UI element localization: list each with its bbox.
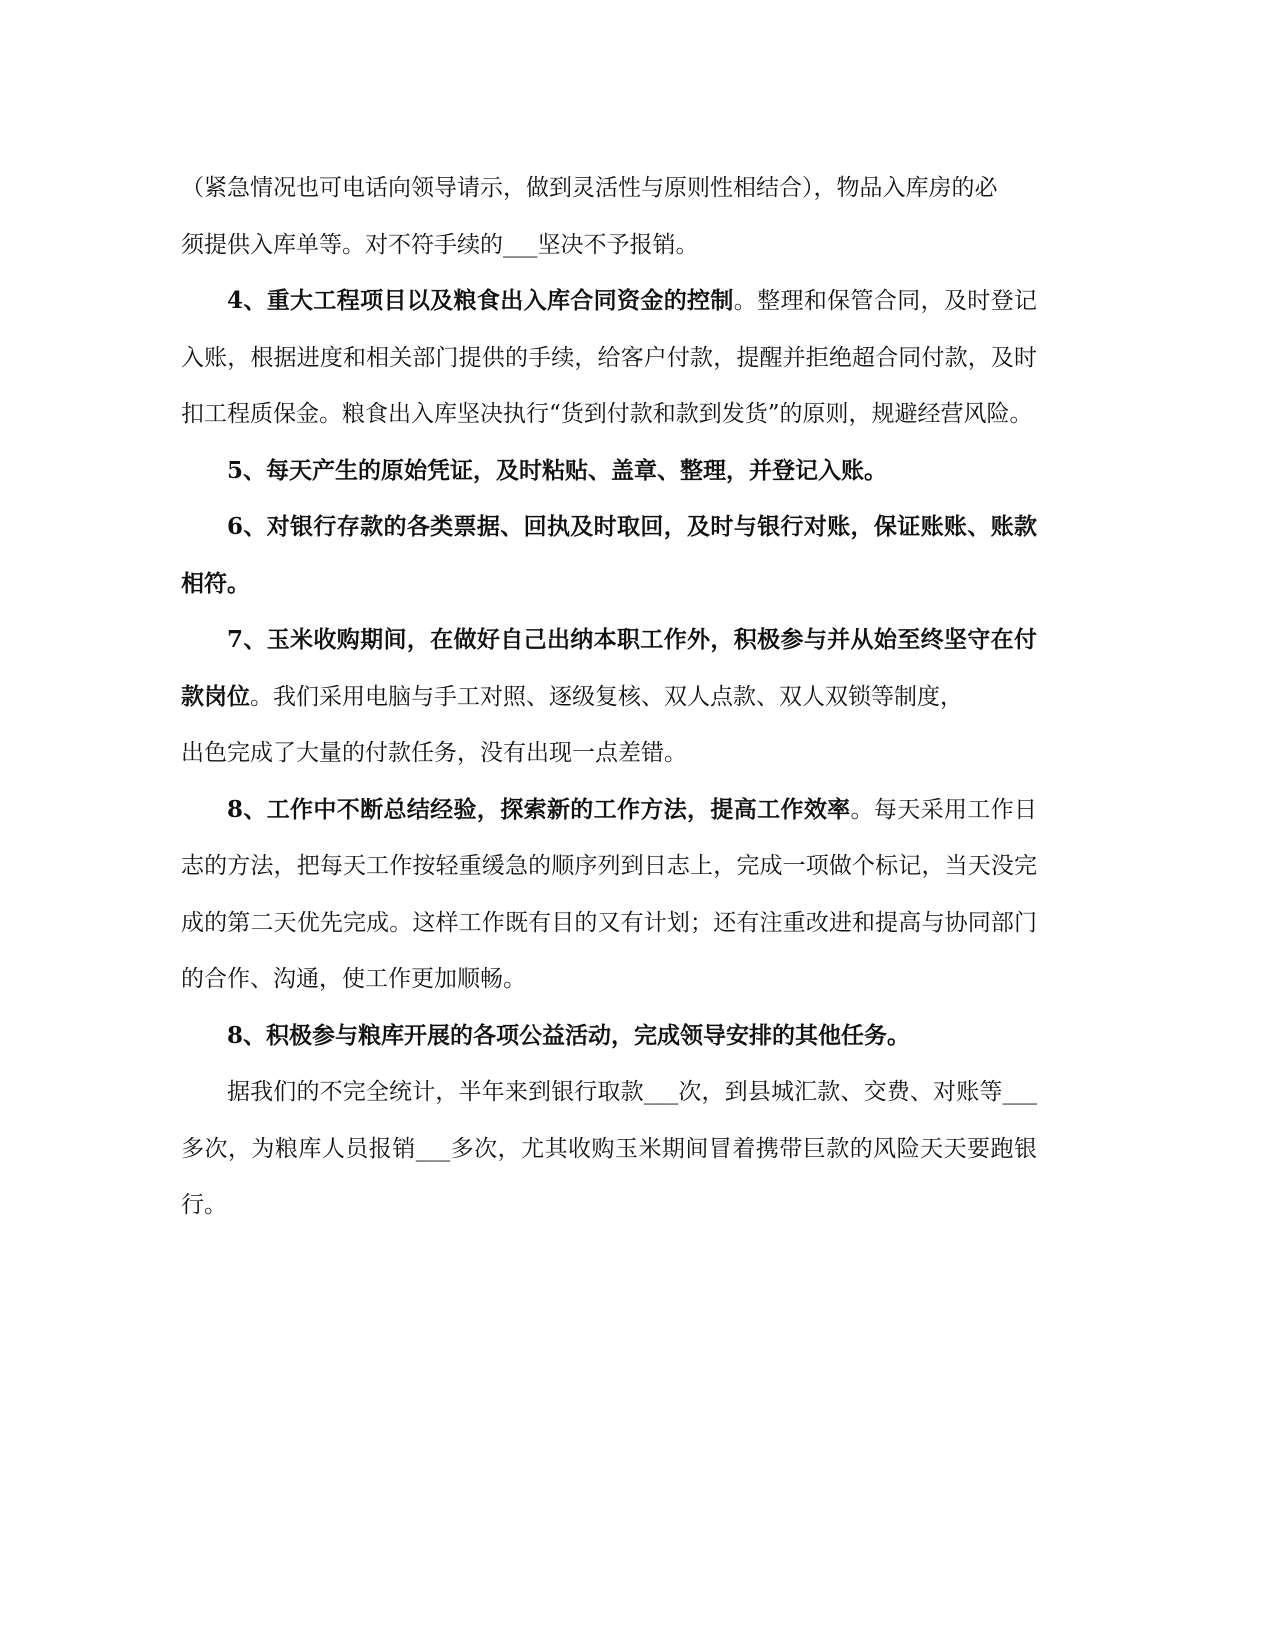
item-body-line: 出色完成了大量的付款任务，没有出现一点差错。 xyxy=(181,740,687,766)
paragraph-item-8b xyxy=(181,1008,1037,1065)
paragraph-item-7 xyxy=(181,612,1037,782)
item-heading: 8、积极参与粮库开展的各项公益活动，完成领导安排的其他任务。 xyxy=(227,1021,911,1049)
paragraph-item-5 xyxy=(181,443,1037,500)
item-heading: 4、重大工程项目以及粮食出入库合同资金的控制 xyxy=(227,287,734,314)
item-heading: 6、对银行存款的各类票据、回执及时取回，及时与银行对账，保证账账、账款相符。 xyxy=(181,513,1037,597)
item-heading: 8、工作中不断总结经验，探索新的工作方法，提高工作效率 xyxy=(227,795,851,823)
paragraph-line: （紧急情况也可电话向领导请示，做到灵活性与原则性相结合），物品入库房的必 xyxy=(181,175,998,201)
item-body: 。每天采用工作日志的方法，把每天工作按轻重缓急的顺序列到日志上，完成一项做个标记，当天没完成的第二天优先完成。这样工作既有目的又有计划；还有注重改进和提高与协同部门的合作、沟通，使工作更加顺畅。 xyxy=(181,796,1037,992)
item-heading: 5、每天产生的原始凭证，及时粘贴、盖章、整理，并登记入账。 xyxy=(227,456,888,484)
paragraph-continuation xyxy=(181,160,1037,273)
item-body: 。我们采用电脑与手工对照、逐级复核、双人点款、双人双锁等制度， xyxy=(250,683,963,710)
paragraph-item-8 xyxy=(181,782,1037,1008)
paragraph-summary xyxy=(181,1064,1037,1234)
paragraph-item-4 xyxy=(181,273,1037,443)
summary-text: 据我们的不完全统计，半年来到银行取款___次，到县城汇款、交费、对账等___多次，为粮库人员报销___多次，尤其收购玉米期间冒着携带巨款的风险天天要跑银行。 xyxy=(181,1079,1037,1218)
item-heading: 7、玉米收购期间，在做好自己出纳本职工作外，积极参与并从始至终坚守在付款岗位 xyxy=(181,626,1037,710)
document-page xyxy=(181,160,1037,1234)
item-body: 。整理和保管合同，及时登记入账，根据进度和相关部门提供的手续，给客户付款，提醒并拒绝超合同付款，及时扣工程质保金。粮食出入库坚决执行“货到付款和款到发货”的原则，规避经营风险。 xyxy=(181,288,1037,427)
paragraph-item-6 xyxy=(181,499,1037,612)
paragraph-line: 须提供入库单等。对不符手续的___坚决不予报销。 xyxy=(181,231,699,258)
